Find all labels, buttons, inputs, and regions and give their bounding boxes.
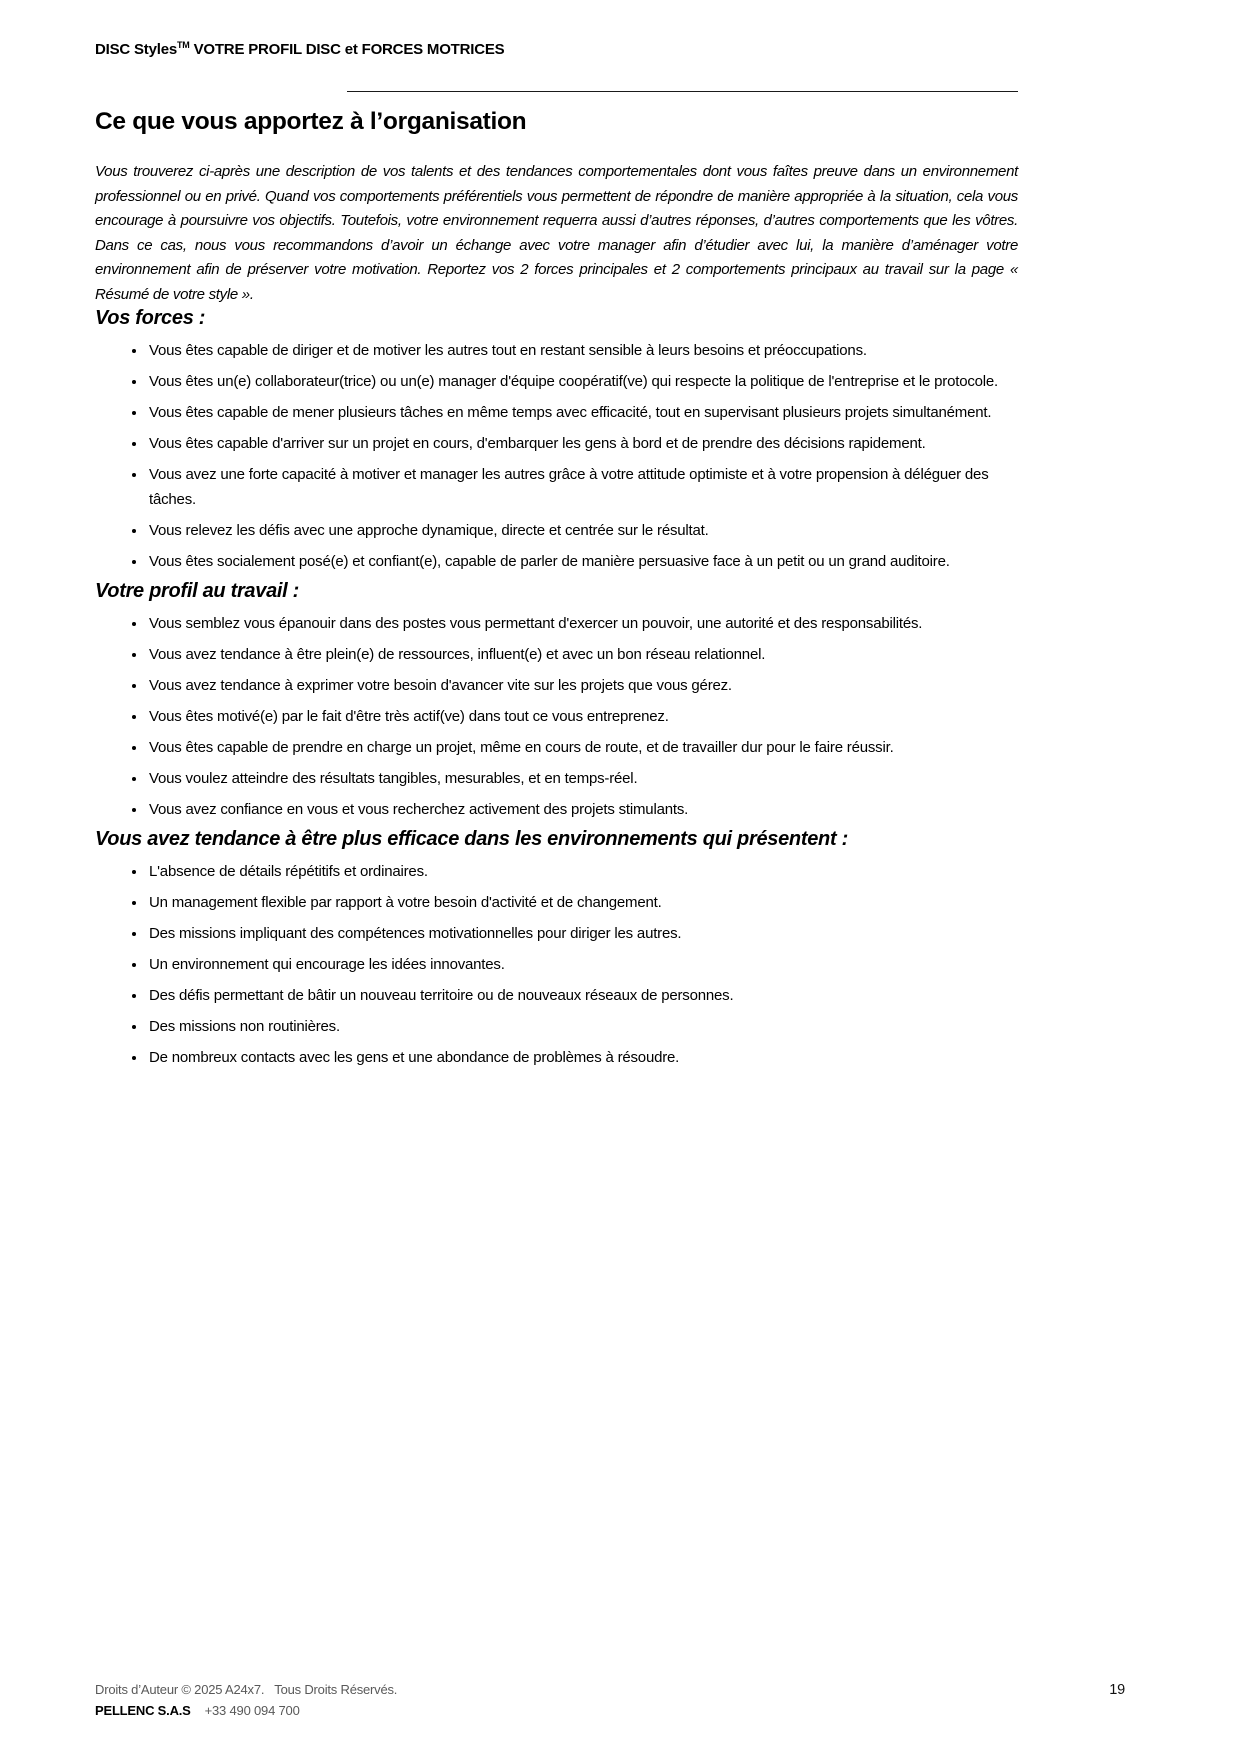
list-item: • Vous êtes capable d'arriver sur un projet en cours, d'embarquer les gens à bord et de prendre des décisions rapidement. (147, 431, 1018, 456)
bullet-list (95, 338, 1018, 574)
list-item: • Un environnement qui encourage les idées innovantes. (147, 952, 1018, 977)
list-item: • Vous avez une forte capacité à motiver et manager les autres grâce à votre attitude optimiste et à votre propension à déléguer des tâches. (147, 462, 1018, 512)
list-item: • Vous avez confiance en vous et vous recherchez activement des projets stimulants. (147, 797, 1018, 822)
page-title: Ce que vous apportez à l’organisation (95, 108, 527, 135)
bullet-list (95, 859, 1018, 1070)
document-header (95, 41, 1018, 58)
intro-paragraph: Vous trouverez ci-après une description de vos talents et des tendances comportementales dont vous faîtes preuve dans un environnement professionnel ou en privé. Quand vos comportements préférentiels vous permettent de répondre de manière appropriée à la situation, cela vous encourage à poursuivre vos objectifs. Toutefois, votre environnement requerra aussi d’autres réponses, d’autres comportements que les vôtres. Dans ce cas, nous vous recommandons d’avoir un échange avec votre manager afin d’étudier avec lui, la manière d’aménager votre environnement afin de préserver votre motivation. Reportez vos 2 forces principales et 2 comportements principaux au travail sur la page « Résumé de votre style ». (95, 163, 1018, 303)
footer-text-block (95, 1682, 397, 1718)
list-item: • Vous voulez atteindre des résultats tangibles, mesurables, et en temps-réel. (147, 766, 1018, 791)
company-phone: +33 490 094 700 (204, 1703, 300, 1718)
list-item: • Vous êtes capable de diriger et de motiver les autres tout en restant sensible à leurs besoins et préoccupations. (147, 338, 1018, 363)
trademark-superscript: TM (177, 40, 190, 50)
footer-company-line (95, 1703, 397, 1718)
brand-text: DISC Styles (95, 41, 177, 58)
list-item: • Vous êtes capable de mener plusieurs tâches en même temps avec efficacité, tout en supervisant plusieurs projets simultanément. (147, 400, 1018, 425)
list-item: • Vous avez tendance à être plein(e) de ressources, influent(e) et avec un bon réseau relationnel. (147, 642, 1018, 667)
list-item: • Vous avez tendance à exprimer votre besoin d'avancer vite sur les projets que vous gérez. (147, 673, 1018, 698)
list-item: • Vous relevez les défis avec une approche dynamique, directe et centrée sur le résultat. (147, 518, 1018, 543)
section-environnements (95, 828, 1018, 1070)
list-item: • Un management flexible par rapport à votre besoin d'activité et de changement. (147, 890, 1018, 915)
header-divider (347, 91, 1018, 92)
list-item: • Des défis permettant de bâtir un nouveau territoire ou de nouveaux réseaux de personnes. (147, 983, 1018, 1008)
list-item: • Des missions non routinières. (147, 1014, 1018, 1039)
list-item: • Des missions impliquant des compétences motivationnelles pour diriger les autres. (147, 921, 1018, 946)
list-item: • Vous êtes un(e) collaborateur(trice) ou un(e) manager d'équipe coopératif(ve) qui respecte la politique de l'entreprise et le protocole. (147, 369, 1018, 394)
list-item: • Vous êtes motivé(e) par le fait d'être très actif(ve) dans tout ce vous entreprenez. (147, 704, 1018, 729)
bullet-list (95, 611, 1018, 822)
company-name: PELLENC S.A.S (95, 1703, 191, 1718)
list-item: • L'absence de détails répétitifs et ordinaires. (147, 859, 1018, 884)
page-footer (95, 1682, 1125, 1718)
list-item: • Vous êtes capable de prendre en charge un projet, même en cours de route, et de travailler dur pour le faire réussir. (147, 735, 1018, 760)
section-heading: Vos forces : (95, 307, 206, 329)
copyright-text: Droits d’Auteur © 2025 A24x7. Tous Droits Réservés. (95, 1682, 398, 1697)
section-heading: Votre profil au travail : (95, 580, 300, 602)
list-item: • Vous êtes socialement posé(e) et confiant(e), capable de parler de manière persuasive face à un petit ou un grand auditoire. (147, 549, 1018, 574)
page-number: 19 (1109, 1682, 1125, 1698)
section-forces (95, 307, 1018, 574)
list-item: • Vous semblez vous épanouir dans des postes vous permettant d'exercer un pouvoir, une autorité et des responsabilités. (147, 611, 1018, 636)
header-title: VOTRE PROFIL DISC et FORCES MOTRICES (189, 41, 505, 58)
section-heading: Vous avez tendance à être plus efficace dans les environnements qui présentent : (95, 828, 848, 850)
list-item: • De nombreux contacts avec les gens et une abondance de problèmes à résoudre. (147, 1045, 1018, 1070)
section-profil-travail (95, 580, 1018, 822)
